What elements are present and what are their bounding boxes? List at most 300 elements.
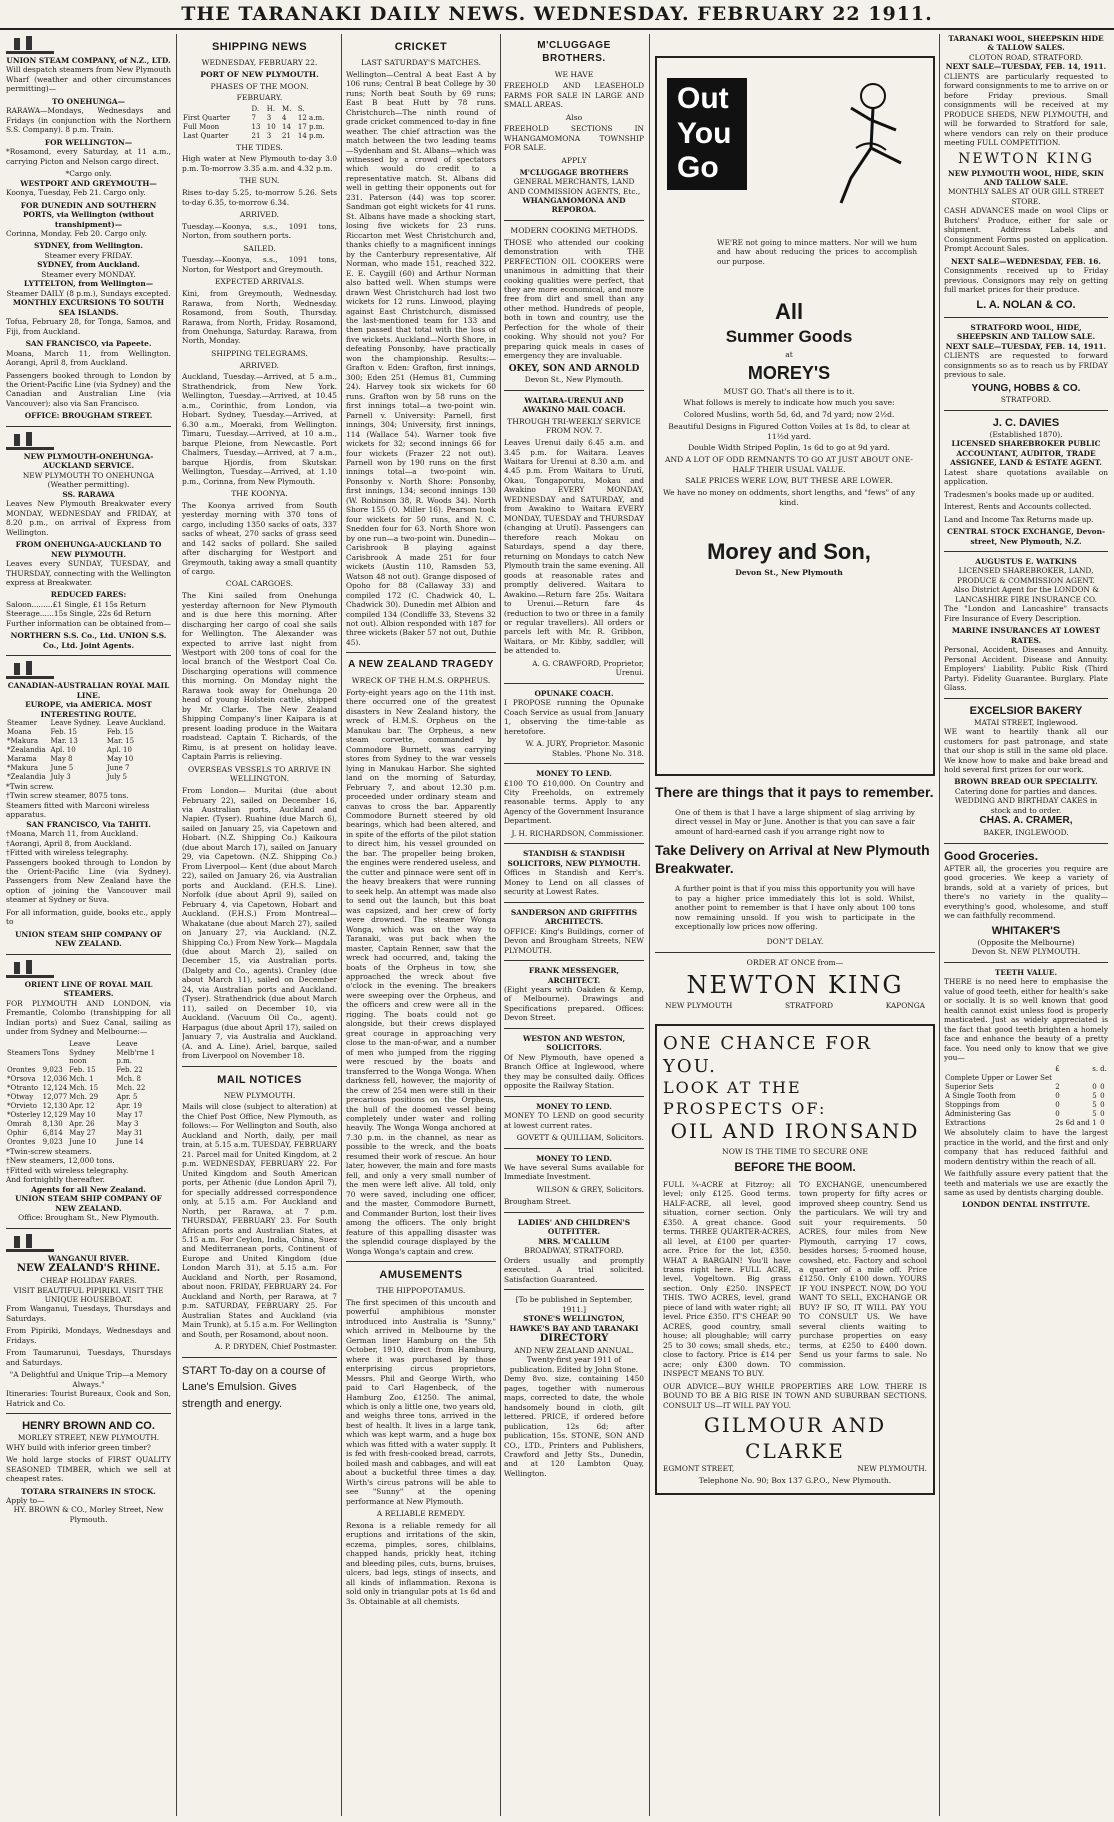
orient-row bbox=[6, 1111, 171, 1120]
postmaster-signature: A. P. DRYDEN, Chief Postmaster. bbox=[214, 1342, 337, 1352]
table-cell: Mch. 15 bbox=[69, 1084, 99, 1093]
out-word: Out bbox=[677, 82, 729, 115]
moreys-ad bbox=[655, 56, 935, 776]
arrived-text: Tuesday.—Koonya, s.s., 1091 tons, Norton, from southern ports. bbox=[182, 221, 337, 241]
table-cell: Feb. 15 bbox=[69, 1066, 96, 1075]
coal-head: COAL CARGOES. bbox=[225, 579, 294, 589]
next-sale-3: NEXT SALE—TUESDAY, FEB. 14, 1911. bbox=[945, 341, 1107, 351]
orient-row bbox=[6, 1102, 171, 1111]
cheap-fares: CHEAP HOLIDAY FARES. bbox=[40, 1276, 137, 1286]
table-cell: Mar. 13 bbox=[50, 737, 78, 746]
freehold-farms: FREEHOLD AND LEASEHOLD FARMS FOR SALE IN LARGE AND SMALL AREAS. bbox=[504, 81, 644, 110]
new-steamer-note: †Twin screw steamer, 8075 tons. bbox=[6, 791, 129, 801]
delightful: "A Delightful and Unique Trip—a Memory Always." bbox=[9, 1370, 168, 1389]
table-cell: 1 bbox=[1092, 1119, 1097, 1128]
at-label: at bbox=[785, 349, 793, 359]
fitted-note: Steamers fitted with Marconi wireless apparatus. bbox=[6, 800, 150, 820]
table-cell: 17 p.m. bbox=[297, 122, 325, 131]
hippo-text: The first specimen of this uncouth and powerful amphibious monster introduced into Australia is "Sunny," which arrived in Melbourne by the German liner Hamburg on the 5th October, 1910, direct from Hamburg, where it was purchased by those enterprising circus proprietors, Messrs. Phil and George Wirth, who paid to Carl Hagenbeck, of the Hamburg Zoo, £1250. The animal, which is only a little one, two years old, and weighs three tons, arrived in the best of health. It lives in a large tank, which was kept warm, and a huge box which was fitted with a water supply. It is fed with fresh-cooked bread, carrots, boiled mash and cabbages, and will eat about a bucketful three times a day. Wirth's circus patrons will be able to see "Sunny" at the opening performance at New Plymouth. bbox=[346, 1297, 496, 1506]
must-go: MUST GO. That's all there is to it. bbox=[723, 386, 855, 396]
column-2-shipping-news bbox=[182, 34, 337, 1816]
column-rule bbox=[176, 34, 177, 1816]
after-all-text: AFTER all, the groceries you require are good groceries. We keep a variety of brands, sold at a variety of prices, but there's no variety in the quality—everything's good, wholesome, and stuff we can faithfully recommend. bbox=[944, 863, 1108, 921]
sanderson-text: OFFICE: King's Buildings, corner of Devon and Brougham Streets, NEW PLYMOUTH. bbox=[504, 926, 644, 955]
egmont-street: EGMONT STREET, bbox=[663, 1464, 735, 1474]
orient-row bbox=[6, 1066, 171, 1075]
orient-row bbox=[6, 1120, 171, 1129]
divider bbox=[504, 1289, 644, 1290]
muslins: Colored Muslins, worth 5d, 6d, and 7d yard; now 2½d. bbox=[683, 410, 895, 420]
sun-text: Rises to-day 5.25, to-morrow 5.26. Sets to-day 6.35, to-morrow 6.34. bbox=[182, 188, 337, 207]
mccluggage-bros: M'CLUGGAGE BROTHERS bbox=[519, 167, 629, 177]
general-merchants: GENERAL MERCHANTS, LAND AND COMMISSION AGENTS, Etc., bbox=[507, 177, 641, 196]
steamer-icon bbox=[6, 661, 54, 679]
twin-note-2: *Twin-screw steamers. bbox=[6, 1147, 92, 1157]
sailed-text: Tuesday.—Koonya, s.s., 1091 tons, Norton, for Westport and Greymouth. bbox=[182, 255, 337, 274]
remedy-text: Rexona is a reliable remedy for all eruptions and irritations of the skin, eczema, pimples, sores, chilblains, chapped hands, prickly heat, itching and bleeding piles, cuts, burns, bruises, ulcers, bad legs, stings of insects, and all kinds of inflammation. Rexona is sold only in triangular pots at 1s 6d and 3s. Obtainable at all chemists. bbox=[346, 1520, 496, 1606]
moon-row bbox=[182, 132, 337, 141]
table-cell: 6,814 bbox=[42, 1129, 63, 1138]
jc-davies: J. C. DAVIES bbox=[992, 416, 1060, 429]
divider bbox=[944, 698, 1108, 699]
tides-head: THE TIDES. bbox=[236, 142, 283, 152]
totara: TOTARA STRAINERS IN STOCK. bbox=[21, 1486, 156, 1496]
orient-schedule-table bbox=[6, 1040, 171, 1147]
divider bbox=[504, 683, 644, 684]
morley-street: MORLEY STREET, NEW PLYMOUTH. bbox=[17, 1433, 160, 1443]
london-dental: LONDON DENTAL INSTITUTE. bbox=[961, 1200, 1091, 1210]
lanes-emulsion-ad: START To-day on a course of Lane's Emulsion. Gives strength and energy. bbox=[182, 1364, 326, 1410]
table-cell: 9,023 bbox=[42, 1138, 63, 1147]
table-cell: 12,036 bbox=[42, 1075, 68, 1084]
orders-text: Orders usually and promptly executed. A trial solicited. Satisfaction Guaranteed. bbox=[504, 1255, 644, 1284]
shipping-date: WEDNESDAY, FEBRUARY 22. bbox=[201, 58, 318, 68]
teeth-price-table bbox=[944, 1065, 1108, 1128]
consignments: Consignments received up to Friday previous. Consignors may rely on getting full market prices for their produce. bbox=[944, 266, 1108, 295]
look-prospects: LOOK AT THE PROSPECTS OF: bbox=[663, 1078, 827, 1118]
ladies-outfitter: LADIES' AND CHILDREN'S OUTFITTER. bbox=[517, 1217, 631, 1237]
mail-notices-head: MAIL NOTICES bbox=[217, 1073, 302, 1086]
one-of-them: One of them is that I have a large shipment of slag arriving by direct vessel in May or June. Another is that you can save a fair amount of hard-earned cash if you arrange right now to bbox=[675, 807, 915, 836]
stone-text: Demy 8vo. size, containing 1450 pages, together with numerous maps, corrected to date, the whole handsomely bound in cloth, gilt lettered. PRICE, if ordered before publication, 12s 6d; after publication, 15s. STONE, SON AND CO., LTD., Printers and Publishers, Crawford and Jetty Sts., Dunedin, and at 120 Lambton Quay, Wellington. bbox=[504, 1374, 644, 1478]
teeth-row bbox=[944, 1092, 1108, 1101]
take-delivery: Take Delivery on Arrival at New Plymouth Breakwater. bbox=[655, 842, 930, 877]
stones-head: STONE'S WELLINGTON, HAWKE'S BAY AND TARANAKI bbox=[509, 1314, 639, 1333]
next-sale-2: NEXT SALE—WEDNESDAY, FEB. 16. bbox=[951, 256, 1101, 266]
feb-label: FEBRUARY. bbox=[236, 93, 283, 103]
whangamomona: WHANGAMOMONA AND REPOROA. bbox=[522, 195, 626, 215]
gc-telephone: Telephone No. 90; Box 137 G.P.O., New Plymouth. bbox=[698, 1475, 892, 1485]
table-header-cell bbox=[944, 1065, 1054, 1074]
table-cell: A Single Tooth from bbox=[945, 1092, 1016, 1101]
table-cell: 3 bbox=[266, 113, 272, 122]
we-are-text: WE'RE not going to mince matters. Nor will we hum and haw about reducing the prices to accomplish our purpose. bbox=[717, 238, 917, 266]
table-cell bbox=[1091, 1074, 1099, 1083]
waitara-head: WAITARA-URENUI AND AWAKINO MAIL COACH. bbox=[522, 395, 626, 415]
table-header-cell: Steamers bbox=[7, 1048, 41, 1057]
coal-text: The Kini sailed from Onehunga yesterday afternoon for New Plymouth and is due here this morning. After discharging her cargo of coal she sails for Wellington. The Alexander was expected to arrive last night from Westport with 200 tons of coal for the local branch of the Westport Coal Co. Discharging operations will commence this morning. On Monday night the Rarawa took away for Onehunga 20 head of young Holstein cattle, shipped by Mr. Clarke. The New Zealand Shipping Company's liner Kaipara is at present loading produce in the Waitara roadstead. Captain T. Richards, of the Rimu, is at present on holiday leave. Captain Parris is relieving. bbox=[182, 591, 337, 762]
pipiriki: VISIT BEAUTIFUL PIPIRIKI. VISIT THE UNIQUE HOUSEBOAT. bbox=[13, 1285, 164, 1304]
table-header-cell: H. bbox=[266, 104, 276, 113]
marine-insurance: MARINE INSURANCES AT LOWEST RATES. bbox=[951, 626, 1101, 645]
from-onehunga: FROM ONEHUNGA-AUCKLAND TO NEW PLYMOUTH. bbox=[15, 540, 162, 559]
tradesmen-books: Tradesmen's books made up or audited. bbox=[944, 489, 1095, 499]
messenger-text: (Eight years with Oakden & Kemp, of Melbourne). Drawings and Specifications prepared. Offices: Devon Street. bbox=[504, 984, 644, 1023]
table-cell: July 3 bbox=[50, 772, 71, 781]
good-groceries: Good Groceries. bbox=[944, 848, 1039, 863]
from-taumarunui: From Taumarunui, Tuesdays, Thursdays and Saturdays. bbox=[6, 1348, 171, 1367]
table-cell: Apr. 12 bbox=[69, 1102, 95, 1111]
divider bbox=[655, 952, 935, 953]
table-cell: *Otranto bbox=[7, 1084, 39, 1093]
baker-inglewood: BAKER, INGLEWOOD. bbox=[983, 828, 1069, 838]
table-cell: 12 a.m. bbox=[297, 113, 325, 122]
column-6-ads bbox=[944, 34, 1108, 1816]
gc-town: NEW PLYMOUTH. bbox=[857, 1464, 927, 1474]
established: (Established 1870). bbox=[989, 429, 1063, 439]
table-cell: Apr. 19 bbox=[116, 1102, 142, 1111]
teeth-row bbox=[944, 1119, 1108, 1128]
table-cell: 12,130 bbox=[42, 1102, 68, 1111]
table-cell: July 5 bbox=[106, 772, 128, 781]
orient-row bbox=[6, 1093, 171, 1102]
divider bbox=[944, 410, 1108, 411]
newton-king-head: NEWTON KING bbox=[686, 970, 904, 999]
divider bbox=[346, 652, 496, 653]
next-sale: NEXT SALE—TUESDAY, FEB. 14, 1911. bbox=[945, 62, 1107, 72]
table-cell: 14 bbox=[282, 122, 291, 131]
table-cell: *Orsova bbox=[7, 1075, 36, 1084]
interest-rents: Interest, Rents and Accounts collected. bbox=[944, 502, 1092, 512]
table-header-cell: Leave Sydney noon bbox=[69, 1039, 95, 1066]
table-cell: Apr. 5 bbox=[116, 1093, 138, 1102]
table-cell: 14 p.m. bbox=[297, 131, 325, 140]
clients-text: CLIENTS are particularly requested to forward consignments to me to arrive on or before Friday previous. Small consignments will be received at my PRODUCE SHEDS, NEW PLYMOUTH, and will be forwarded to Stratford for sale, where vendors can rely on their produce meeting FULL COMPETITION. bbox=[944, 71, 1108, 148]
table-header-cell: Leave Melb'rne 1 p.m. bbox=[116, 1039, 156, 1066]
tides-text: High water at New Plymouth to-day 3.0 p.m. To-morrow 3.35 a.m. and 4.32 p.m. bbox=[182, 154, 337, 173]
catering: Catering done for parties and dances. bbox=[954, 786, 1098, 796]
orient-row bbox=[6, 1084, 171, 1093]
money-head-3: MONEY TO LEND. bbox=[536, 1153, 612, 1163]
steamer-monday: Steamer every MONDAY. bbox=[41, 269, 136, 279]
union-intro: Will despatch steamers from New Plymouth Wharf (weather and other circumstances permitting)— bbox=[6, 65, 171, 94]
remedy-sub: A RELIABLE REMEDY. bbox=[376, 1509, 466, 1519]
table-cell: First Quarter bbox=[183, 113, 231, 122]
nk-location: NEW PLYMOUTH bbox=[665, 1000, 733, 1010]
expected-head: EXPECTED ARRIVALS. bbox=[214, 277, 305, 287]
phases-label: PHASES OF THE MOON. bbox=[210, 81, 309, 91]
table-header-cell: D. bbox=[251, 104, 260, 113]
licensed-sharebroker: LICENSED SHAREBROKER PUBLIC ACCOUNTANT, AUDITOR, TRADE ASSIGNEE, LAND & ESTATE AGENT. bbox=[950, 439, 1102, 468]
sale-prices: SALE PRICES WERE LOW, BUT THESE ARE LOWER. bbox=[685, 476, 893, 486]
you-word: You bbox=[677, 116, 732, 150]
table-cell: 8,130 bbox=[42, 1120, 63, 1129]
no-money: We have no money on oddments, short lengths, and "fews" of any kind. bbox=[662, 488, 916, 507]
table-header-cell: S. bbox=[297, 104, 305, 113]
office-label: OFFICE: BROUGHAM STREET. bbox=[24, 411, 153, 421]
canadian-row bbox=[6, 755, 171, 764]
stratford-label: STRATFORD. bbox=[1000, 395, 1052, 405]
wellington-label: FOR WELLINGTON— bbox=[44, 137, 133, 147]
union-head: UNION STEAM COMPANY, of N.Z., LTD. bbox=[6, 56, 171, 65]
young-hobbs: YOUNG, HOBBS & CO. bbox=[971, 382, 1081, 394]
wilson-signature: WILSON & GREY, Solicitors. bbox=[536, 1184, 644, 1194]
column-rule bbox=[341, 34, 342, 1816]
passengers-text: Passengers booked through to London by the Orient-Pacific Line (via Sydney) and the Canadian and Australian Line (via Vancouver); also via San Francisco. bbox=[6, 370, 171, 408]
table-header-cell: s. bbox=[1092, 1065, 1099, 1074]
money-to-lend-head: MONEY TO LEND. bbox=[536, 769, 612, 779]
whitakers: WHITAKER'S bbox=[991, 924, 1061, 937]
teeth-row bbox=[944, 1083, 1108, 1092]
table-cell: Full Moon bbox=[183, 122, 220, 131]
table-cell: 0 bbox=[1100, 1101, 1105, 1110]
central-exchange: CENTRAL STOCK EXCHANGE, Devon-street, New Plymouth, N.Z. bbox=[946, 527, 1106, 546]
cash-advances: CASH ADVANCES made on wool Clips or Butchers' Produce, either for sale or shipment. Address Labels and Consignment Forms posted on application. Prompt Account Sales. bbox=[944, 206, 1108, 254]
table-header-cell: Tons bbox=[42, 1048, 60, 1057]
almanac-text: AND NEW ZEALAND ANNUAL. Twenty-first year 1911 of publication. Edited by John Stone. bbox=[509, 1345, 639, 1374]
summer-goods: Summer Goods bbox=[725, 327, 853, 347]
table-cell: 21 bbox=[282, 131, 291, 140]
weston-text: Of New Plymouth, have opened a Branch Office at Inglewood, where they may be consulted daily. Offices opposite the Railway Station. bbox=[504, 1052, 644, 1091]
nk-location: STRATFORD bbox=[784, 1000, 834, 1010]
corinna-text: Corinna, Monday. Feb 20. Cargo only. bbox=[6, 228, 147, 238]
moon-phases-table bbox=[182, 105, 337, 141]
directory-head: DIRECTORY bbox=[539, 1333, 609, 1345]
further-point: A further point is that if you miss this opportunity you will have to pay a higher price immediately this lot is sold. Whilst, another point to remember is that I have only about 100 tons now remaining unsold. If you wish to participate in the exceptionally low prices now offering. bbox=[675, 884, 915, 931]
nk-location: KAPONGA bbox=[885, 1000, 925, 1010]
tri-weekly: THROUGH TRI-WEEKLY SERVICE FROM NOV. 7. bbox=[507, 416, 641, 436]
teeth-row bbox=[944, 1074, 1108, 1083]
table-header-cell: Leave Sydney. bbox=[50, 719, 101, 728]
nz-rhine: NEW ZEALAND'S RHINE. bbox=[16, 1263, 161, 1275]
okey-son-arnold: OKEY, SON AND ARNOLD bbox=[508, 363, 640, 374]
ss-rarawa: SS. RARAWA bbox=[62, 489, 115, 499]
table-cell: 0 bbox=[1100, 1092, 1105, 1101]
table-cell: *Makura bbox=[7, 763, 39, 772]
mcallum: MRS. M'CALLUM bbox=[538, 1236, 610, 1246]
orient-sub: FOR PLYMOUTH AND LONDON, via Fremantle, Colombo (transhipping for all Indian ports) and Suez Canal, sailing as under from Sydney and Melbourne:— bbox=[6, 998, 171, 1037]
fares-head: REDUCED FARES: bbox=[50, 590, 127, 600]
we-hold: We hold large stocks of FIRST QUALITY SEASONED TIMBER, which we sell at cheapest rates. bbox=[6, 1455, 171, 1484]
table-cell: Ophir bbox=[7, 1129, 28, 1138]
out-you-go-banner bbox=[667, 78, 747, 190]
table-cell: *Otway bbox=[7, 1093, 34, 1102]
union-company: UNION STEAM SHIP COMPANY OF NEW ZEALAND. bbox=[15, 929, 162, 949]
table-cell: May 8 bbox=[50, 754, 73, 763]
divider bbox=[504, 843, 644, 844]
itineraries: Itineraries: Tourist Bureaux, Cook and Son, Hatrick and Co. bbox=[6, 1389, 171, 1408]
moon-row bbox=[182, 123, 337, 132]
saloon-fare: Saloon.........£1 Single, £1 15s Return bbox=[6, 599, 147, 609]
table-cell: Complete Upper or Lower Set bbox=[945, 1074, 1052, 1083]
latest-quotations: Latest share quotations available on application. bbox=[944, 467, 1108, 487]
amusements-head: AMUSEMENTS bbox=[379, 1269, 463, 1282]
lyttelton-label: LYTTELTON, from Wellington— bbox=[23, 279, 154, 289]
divider bbox=[6, 1413, 171, 1414]
table-header-cell: Steamer bbox=[7, 719, 38, 728]
steamer-friday: Steamer every FRIDAY. bbox=[44, 250, 133, 260]
gilmour-clarke-ad bbox=[655, 1024, 935, 1495]
table-cell: 0 bbox=[1092, 1083, 1097, 1092]
wanganui-head: WANGANUI RIVER. bbox=[47, 1253, 130, 1263]
table-cell: Administering Gas bbox=[945, 1110, 1011, 1119]
watkins-head: AUGUSTUS E. WATKINS bbox=[975, 557, 1077, 567]
divider bbox=[6, 426, 171, 427]
column-5-large-ads bbox=[655, 34, 935, 1816]
right-listings: TO EXCHANGE, unencumbered town property for fifty acres or improved sheep country. Send us the particulars. We will try and suit your requirements. 50 ACRES, four miles from New Plymouth, carrying 17 cows, besides horses; 5-roomed house, cowshed, etc. Factory and school a quarter of a mile off. Price £1250. Only £100 down. YOURS IF YOU INSPECT. NOW, DO YOU WANT TO SELL, EXCHANGE OR BUY? IF SO, IT WILL PAY YOU TO CONSULT US. We have several clients waiting to purchase properties on easy terms, at £250 to £400 down. Send us your farms to sale. No commission. bbox=[799, 1179, 927, 1369]
opunake-head: OPUNAKE COACH. bbox=[534, 688, 614, 698]
orient-row bbox=[6, 1129, 171, 1138]
left-listings: FULL ¼-ACRE at Fitzroy; all level; only £125. Good terms. HALF-ACRE, all level, good situation, corner section. Only £350. A great chance. Good terms. THREE QUARTER-ACRES, all level, at £100 per quarter-acre. Price for the lot, £350. WHAT A BARGAIN! You'll have trams right here. FULL ACRE, level, Vogeltown. Big grass section. Only £250. INSPECT THIS. TWO ACRES, level, grand piece of land with water right; all level. Price £350. IT'S CHEAP. 90 ACRES, good country, small house; all ploughable; will carry 25 to 30 cows; small sheds, etc.; close to factory. Price is £14 per acre; only £300 down. TO INSPECT MEANS TO BUY. bbox=[663, 1179, 791, 1379]
opunake-text: I PROPOSE running the Opunake Coach Service as usual from January 1, observing the time-table as heretofore. bbox=[504, 698, 644, 736]
sailed-head: SAILED. bbox=[243, 243, 276, 253]
column-4-ads bbox=[504, 34, 644, 1816]
table-cell: Extractions bbox=[945, 1119, 986, 1128]
westport-label: WESTPORT AND GREYMOUTH— bbox=[20, 178, 157, 188]
all-label: All bbox=[774, 299, 804, 324]
table-cell: 3 bbox=[266, 131, 272, 140]
published-note: [To be published in September, 1911.] bbox=[515, 1295, 633, 1314]
stratford-wool: STRATFORD WOOL, HIDE, SHEEPSKIN AND TALLOW SALE. bbox=[956, 322, 1096, 342]
table-cell: Orontes bbox=[7, 1066, 36, 1075]
table-cell: 10 bbox=[266, 122, 276, 131]
steamer-icon bbox=[6, 432, 54, 450]
cloton-road: CLOTON ROAD, STRATFORD. bbox=[969, 52, 1083, 62]
divider bbox=[504, 220, 644, 221]
dont-delay: DON'T DELAY. bbox=[766, 937, 824, 947]
tragedy-text: Forty-eight years ago on the 11th inst. there occurred one of the greatest disasters in New Zealand history, the wreck of H.M.S. Orpheus on the Manukau bar. The Orpheus, a new steam corvette, commanded by Commodore Burnett, was carrying stores from Sydney to the war vessels lying in Manukau Harbor. She sighted land on the morning of Saturday, February 7, and about 12.30 p.m. proceeded under ordinary steam and canvas to cross the bar. Apparently Commodore Burnett steered by old bearings, which had been altered, and in spite of the efforts of the pilot station to direct him, his vessel grounded on the bar. The propeller being broken, the engines were rendered useless, and the cutter and pinnace were sent off in the heavy breakers that were running to seek help. An attempt was made also to send out the launch, but this boat was capsized, and her crew of forty were drowned. The steamer Wonga Wonga, which was on the way to Taranaki, was put back when the master, Captain Renner, saw that the wreck had occurred, and, taking the boats of the Orpheus in tow, she approached the wreck about five o'clock in the evening. The breakers were sweeping over the Orpheus, and the officers and crew were all in the rigging. The boats could not go alongside, but their crews displayed great courage in approaching very close to the man-of-war, and a number of men who jumped from the rigging were rescued by the boats and transferred to the Wonga Wonga. When darkness fell, however, the majority of the crew of 254 men were still in their precarious positions on the Orpheus, the hull of the doomed vessel being completely under water and rolling heavily. The Wonga Wonga anchored at 7.30 p.m. in the channel, as near as possible to the wreck, and the boats resumed their work of rescue. An hour later, however, the main and fore masts fell, and only a very small number of the men were left alive. All told, only 70 were saved, including one officer, and the master, Commodore Burnett, and Commander Burton, lost their lives among the officers. The only bright feature of this appalling disaster was the splendid courage displayed by the Wonga Wonga's captain and crew. bbox=[346, 687, 496, 1256]
money-head-2: MONEY TO LEND. bbox=[536, 1101, 612, 1111]
orient-head: ORIENT LINE OF ROYAL MAIL STEAMERS. bbox=[24, 979, 153, 999]
steamer-daily: Steamer DAILY (8 p.m.), Sundays excepted. bbox=[6, 288, 171, 298]
table-cell: June 5 bbox=[50, 763, 74, 772]
arrived-head: ARRIVED. bbox=[239, 210, 280, 220]
divider bbox=[6, 655, 171, 656]
dunedin-label: FOR DUNEDIN AND SOUTHERN PORTS, via Wellington (without transhipment)— bbox=[20, 200, 157, 229]
table-cell: May 31 bbox=[116, 1129, 143, 1138]
table-cell: 0 bbox=[1100, 1119, 1105, 1128]
cricket-head: CRICKET bbox=[394, 41, 448, 53]
divider bbox=[504, 1212, 644, 1213]
table-cell: Apl. 10 bbox=[50, 745, 76, 754]
nolan-co: L. A. NOLAN & CO. bbox=[976, 298, 1076, 311]
okey-address: Devon St., New Plymouth. bbox=[524, 375, 624, 385]
remnants: AND A LOT OF ODD REMNANTS TO GO AT JUST ABOUT ONE-HALF THEIR USUAL VALUE. bbox=[664, 454, 913, 474]
table-cell: 5 bbox=[1092, 1092, 1097, 1101]
go-word: Go bbox=[677, 151, 719, 184]
table-cell: 5 bbox=[1092, 1101, 1097, 1110]
shipping-news-head: SHIPPING NEWS bbox=[211, 41, 308, 53]
excursions: MONTHLY EXCURSIONS TO SOUTH SEA ISLANDS. bbox=[12, 298, 165, 317]
steamer-icon bbox=[6, 1234, 54, 1252]
rosamond-text: *Rosamond, every Saturday, at 11 a.m., carrying Picton and Nelson cargo direct. bbox=[6, 147, 171, 166]
mail-np: NEW PLYMOUTH. bbox=[223, 1090, 296, 1100]
watkins-text: LICENSED SHAREBROKER, LAND, PRODUCE & COMMISSION AGENT. bbox=[957, 566, 1095, 585]
messenger-head: FRANK MESSENGER, ARCHITECT. bbox=[528, 966, 620, 985]
table-cell: *Orvieto bbox=[7, 1102, 37, 1111]
table-cell: Mch. 29 bbox=[69, 1093, 99, 1102]
np-service-head: NEW PLYMOUTH-ONEHUNGA-AUCKLAND SERVICE. bbox=[23, 451, 154, 471]
wreck-sub: WRECK OF THE H.M.S. ORPHEUS. bbox=[351, 676, 491, 686]
teeth-footer: We absolutely claim to have the largest practice in the world, and the first and only company that has reduced faithful and modern dentistry within the reach of all. bbox=[944, 1128, 1108, 1166]
modern-cooking-text: THOSE who attended our cooking demonstration with THE PERFECTION OIL COOKERS were unanimous in admitting that their cooking qualities were perfect, that they are more economical, and more free from dirt and smell than any other method. Hundreds of people, both in town and country, use the Perfection for the whole of their cooking. Why should not you? For preparing quick meals in cases of emergency they are invaluable. bbox=[504, 237, 644, 361]
koonya-text: The Koonya arrived from South yesterday morning with 370 tons of cargo, including 1350 sacks of oats, 337 sacks of wheat, 270 sacks of grass seed and 142 sacks of pollard. She sailed after discharging for Westport and Greymouth, taking away a small quantity of cargo. bbox=[182, 500, 337, 576]
divider bbox=[504, 763, 644, 764]
fitted-note-2: †Fitted with wireless telegraphy. bbox=[6, 848, 129, 858]
canadian-schedule-table bbox=[6, 719, 171, 782]
there-are-things: There are things that it pays to remember. bbox=[655, 784, 934, 800]
excelsior-bakery: EXCELSIOR BAKERY bbox=[969, 704, 1083, 717]
insurance-types: Personal, Accident, Diseases and Annuity. Personal Accident. Disease and Annuity. Employers' Liability. Public Risk (Third Party). Fidelity Guarantee. Burglary. Plate Glass. bbox=[944, 645, 1108, 693]
table-cell: Orontes bbox=[7, 1138, 36, 1147]
why-build: WHY build with inferior green timber? bbox=[6, 1442, 151, 1452]
column-rule bbox=[939, 34, 940, 1816]
arrived-head-2: ARRIVED. bbox=[239, 360, 280, 370]
table-cell: Stoppings from bbox=[945, 1101, 1000, 1110]
table-cell: 7 bbox=[251, 113, 257, 122]
table-cell: 0 bbox=[1100, 1110, 1105, 1119]
table-cell: 13 bbox=[251, 122, 261, 131]
steamer-icon bbox=[6, 960, 54, 978]
onehunga-label: TO ONEHUNGA— bbox=[52, 96, 125, 106]
we-have: WE HAVE bbox=[554, 69, 594, 79]
morey-and-son: Morey and Son, bbox=[707, 538, 871, 564]
opposite-melbourne: (Opposite the Melbourne) bbox=[977, 937, 1075, 947]
table-cell: Apl. 10 bbox=[106, 745, 132, 754]
divider bbox=[346, 1261, 496, 1262]
table-cell: Omrah bbox=[7, 1120, 32, 1129]
broadway: BROADWAY, STRATFORD. bbox=[524, 1246, 624, 1256]
office-2: Office: Brougham St., New Plymouth. bbox=[18, 1213, 159, 1223]
table-cell: 0 bbox=[1055, 1110, 1060, 1119]
tofua-text: Tofua, February 28, for Tonga, Samoa, and Fiji, from Auckland. bbox=[6, 317, 171, 336]
weston-head: WESTON AND WESTON, SOLICITORS. bbox=[522, 1033, 626, 1053]
table-cell: Moana bbox=[7, 728, 32, 737]
canadian-row bbox=[6, 746, 171, 755]
table-cell: May 10 bbox=[106, 754, 134, 763]
sydney-auckland: SYDNEY, from Auckland. bbox=[37, 260, 140, 270]
divider bbox=[182, 1357, 337, 1358]
np-wool-sale: NEW PLYMOUTH WOOL, HIDE, SKIN AND TALLOW SALE. bbox=[947, 168, 1105, 187]
table-cell: May 10 bbox=[69, 1111, 96, 1120]
poplin: Double Width Striped Poplin, 1s 6d to go at 9d yard. bbox=[688, 443, 890, 453]
brown-bread: BROWN BREAD OUR SPECIALITY. bbox=[954, 777, 1098, 787]
moana-text: Moana, March 11, from Wellington. Aorangi, April 8, from Auckland. bbox=[6, 348, 171, 368]
monthly-sales: MONTHLY SALES AT OUR GILL STREET STORE. bbox=[948, 187, 1104, 206]
column-rule bbox=[500, 34, 501, 1816]
sun-head: THE SUN. bbox=[239, 176, 280, 186]
henry-brown-head: HENRY BROWN AND CO. bbox=[22, 1420, 155, 1433]
aorangi-note: †Aorangi, April 8, from Auckland. bbox=[6, 838, 132, 848]
table-cell: *Zealandia bbox=[7, 772, 46, 781]
table-cell: 21 bbox=[251, 131, 261, 140]
table-cell: Mch. 8 bbox=[116, 1075, 141, 1084]
divider bbox=[6, 1228, 171, 1229]
table-cell: 2 bbox=[1055, 1083, 1060, 1092]
canadian-row bbox=[6, 737, 171, 746]
one-chance: ONE CHANCE FOR YOU. bbox=[663, 1033, 873, 1078]
apply-label: APPLY bbox=[561, 155, 587, 165]
arrived-text-2: Auckland, Tuesday.—Arrived, at 5 a.m., Strathendrick, from New York. Wellington, Tuesday.—Arrived, at 10.45 a.m., Corinthic, from London, via Hobart. Sydney, Tuesday.—Arrived, at 6.30 a.m., Moeraki, from Wellington. Timaru, Tuesday.—Arrived, at 10 a.m., barque Pleione, from Newcastle. Port Chalmers, Tuesday.—Arrived, at 7 a.m., barque Hjordis, from Skutskar. Wellington, Tuesday.—Arrived, at 1.10 p.m., Corinna, from New Plymouth. bbox=[182, 372, 337, 486]
money-text-2: MONEY TO LEND on good security at lowest current rates. bbox=[504, 1111, 644, 1130]
rarawa-leaves: Leaves New Plymouth Breakwater every MONDAY, WEDNESDAY and FRIDAY, at 8.20 p.m., on arrival of Express from Wellington. bbox=[6, 499, 171, 537]
cargo-only: *Cargo only. bbox=[65, 169, 112, 179]
order-at-once: ORDER AT ONCE from— bbox=[746, 958, 844, 968]
divider bbox=[944, 551, 1108, 552]
union-company-2: UNION STEAM SHIP COMPANY OF NEW ZEALAND. bbox=[15, 1194, 162, 1213]
newton-king-small: NEWTON KING bbox=[958, 150, 1094, 167]
divider bbox=[504, 1148, 644, 1149]
